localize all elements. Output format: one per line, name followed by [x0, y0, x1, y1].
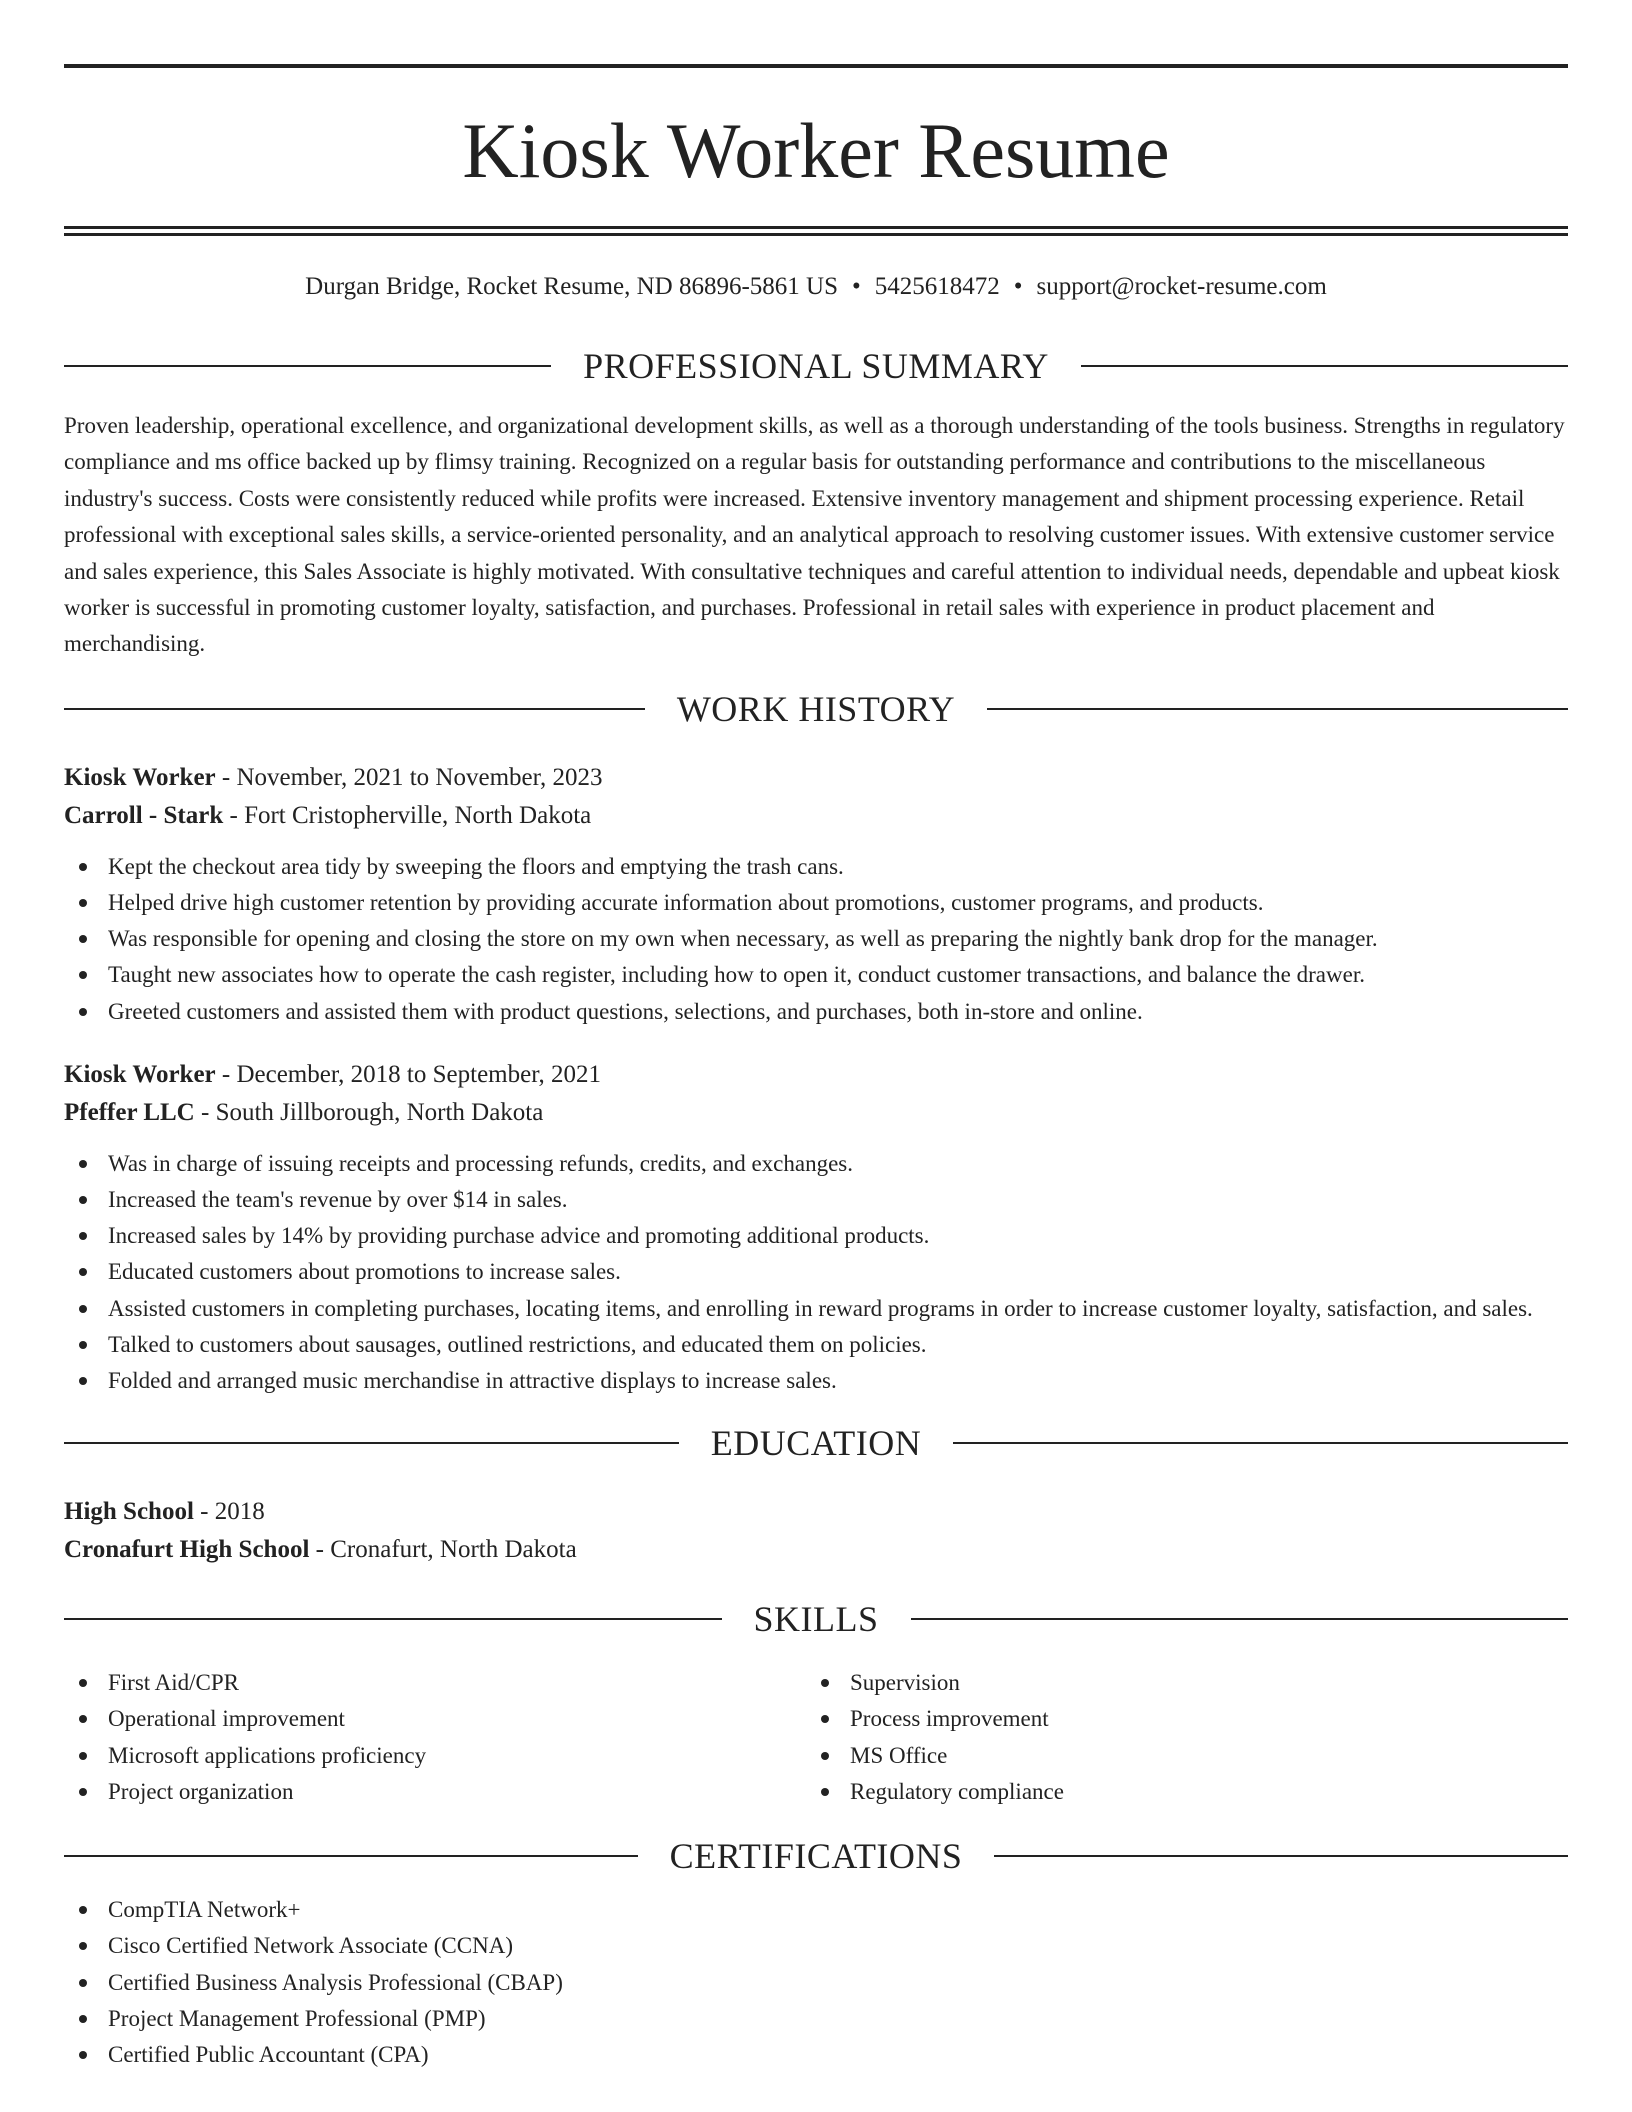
bullet-icon — [79, 1788, 87, 1796]
bullet-icon — [79, 1942, 87, 1950]
job-duties-list — [64, 849, 1568, 1030]
section-rule — [64, 708, 645, 710]
list-item — [64, 849, 1568, 885]
contact-line — [64, 270, 1568, 304]
bullet-icon — [79, 2015, 87, 2023]
skill-text: Supervision — [850, 1670, 960, 1696]
list-item-text: Increased the team's revenue by over $14 in sales. — [108, 1187, 568, 1213]
section-rule — [911, 1618, 1569, 1620]
bullet-icon — [821, 1788, 829, 1796]
list-item-text: Assisted customers in completing purchases, locating items, and enrolling in reward programs in order to increase customer loyalty, satisfaction, and sales. — [108, 1295, 1533, 1321]
section-rule — [64, 1618, 722, 1620]
list-item — [64, 1218, 1568, 1254]
bullet-icon — [79, 863, 87, 871]
job-dates: - December, 2018 to September, 2021 — [215, 1060, 602, 1088]
skill-text: MS Office — [850, 1742, 948, 1768]
list-item — [64, 1928, 1568, 1964]
bullet-icon — [79, 1752, 87, 1760]
bullet-icon — [79, 1979, 87, 1987]
job-company-line — [64, 797, 1568, 835]
job-company: Carroll - Stark — [64, 801, 224, 829]
summary-text: Proven leadership, operational excellence, and organizational development skills, as well as a thorough understanding of the tools business. Strengths in regulatory compliance and ms office backed up by flimsy training. Recognized on a regular basis for outstanding performance and contributions to the miscellaneous industry's success. Costs were consistently reduced while profits were increased. Extensive inventory management and shipment processing experience. Retail professional with exceptional sales skills, a service-oriented personality, and an analytical approach to resolving customer issues. With extensive customer service and sales experience, this Sales Associate is highly motivated. With consultative techniques and careful attention to individual needs, dependable and upbeat kiosk worker is successful in promoting customer loyalty, satisfaction, and purchases. Professional in retail sales with experience in product placement and merchandising. — [64, 413, 1565, 657]
list-item — [64, 2001, 1568, 2037]
list-item — [806, 1701, 1548, 1737]
list-item — [64, 1892, 1568, 1928]
certification-text: Project Management Professional (PMP) — [108, 2005, 486, 2031]
list-item — [64, 1146, 1568, 1182]
top-rule — [64, 64, 1568, 68]
list-item — [64, 1738, 806, 1774]
bullet-icon — [79, 1341, 87, 1349]
job-title: Kiosk Worker — [64, 1060, 216, 1088]
job-location: - South Jillborough, North Dakota — [194, 1098, 544, 1126]
bullet-icon — [79, 1160, 87, 1168]
list-item — [806, 1665, 1548, 1701]
list-item — [64, 1254, 1568, 1290]
list-item-text: Was responsible for opening and closing the store on my own when necessary, as well as preparing the nightly bank drop for the manager. — [108, 926, 1378, 952]
job-entry — [64, 1056, 1568, 1399]
skills-columns — [64, 1665, 1568, 1810]
section-rule — [987, 708, 1568, 710]
bullet-icon — [79, 1679, 87, 1687]
section-title: EDUCATION — [710, 1423, 922, 1464]
summary-section-header — [64, 344, 1568, 388]
list-item — [64, 1665, 806, 1701]
job-company: Pfeffer LLC — [64, 1098, 195, 1126]
education-location: - Cronafurt, North Dakota — [309, 1536, 577, 1564]
skills-section-header — [64, 1597, 1568, 1641]
list-item-text: Kept the checkout area tidy by sweeping the floors and emptying the trash cans. — [108, 853, 844, 879]
certification-text: CompTIA Network+ — [108, 1897, 301, 1923]
bullet-icon — [79, 1715, 87, 1723]
list-item-text: Helped drive high customer retention by providing accurate information about promotions, customer programs, and products. — [108, 890, 1264, 916]
skill-text: First Aid/CPR — [108, 1670, 240, 1696]
skills-list-right — [806, 1665, 1548, 1810]
education-year: - 2018 — [193, 1498, 265, 1526]
skill-text: Microsoft applications proficiency — [108, 1742, 427, 1768]
skill-text: Process improvement — [850, 1706, 1049, 1732]
section-rule — [953, 1442, 1568, 1444]
job-title: Kiosk Worker — [64, 763, 216, 791]
list-item — [64, 1701, 806, 1737]
list-item — [64, 921, 1568, 957]
contact-separator: • — [851, 273, 861, 300]
section-rule — [64, 1442, 679, 1444]
bullet-icon — [821, 1752, 829, 1760]
contact-separator: • — [1013, 273, 1023, 300]
education-degree: High School — [64, 1498, 194, 1526]
job-duties-list — [64, 1146, 1568, 1399]
certifications-section-header — [64, 1834, 1568, 1878]
section-title: WORK HISTORY — [676, 688, 956, 729]
section-title: SKILLS — [753, 1599, 879, 1640]
education-school-line — [64, 1531, 1568, 1569]
bullet-icon — [79, 1305, 87, 1313]
bullet-icon — [79, 2051, 87, 2059]
education-degree-line — [64, 1493, 1568, 1531]
bullet-icon — [79, 935, 87, 943]
bullet-icon — [79, 1196, 87, 1204]
list-item — [64, 957, 1568, 993]
list-item-text: Talked to customers about sausages, outlined restrictions, and educated them on policies. — [108, 1331, 927, 1357]
list-item — [64, 2037, 1568, 2073]
education-entry — [64, 1493, 1568, 1569]
list-item — [64, 1774, 806, 1810]
skill-text: Operational improvement — [108, 1706, 345, 1732]
job-entry — [64, 759, 1568, 1030]
bullet-icon — [79, 1008, 87, 1016]
bullet-icon — [79, 1906, 87, 1914]
work-section-header — [64, 687, 1568, 731]
bullet-icon — [821, 1715, 829, 1723]
bullet-icon — [79, 1377, 87, 1385]
list-item — [64, 885, 1568, 921]
section-rule — [64, 1855, 638, 1857]
list-item-text: Greeted customers and assisted them with product questions, selections, and purchases, both in-store and online. — [108, 998, 1143, 1024]
bullet-icon — [79, 899, 87, 907]
job-dates: - November, 2021 to November, 2023 — [215, 763, 603, 791]
contact-address: Durgan Bridge, Rocket Resume, ND 86896-5861 US — [305, 273, 838, 300]
list-item-text: Educated customers about promotions to increase sales. — [108, 1259, 621, 1285]
list-item-text: Taught new associates how to operate the cash register, including how to open it, conduct customer transactions, and balance the drawer. — [108, 962, 1365, 988]
bullet-icon — [79, 1268, 87, 1276]
list-item — [64, 1291, 1568, 1327]
list-item — [806, 1774, 1548, 1810]
list-item — [64, 1327, 1568, 1363]
skills-list-left — [64, 1665, 806, 1810]
bullet-icon — [821, 1679, 829, 1687]
section-title: PROFESSIONAL SUMMARY — [583, 346, 1049, 386]
list-item-text: Folded and arranged music merchandise in attractive displays to increase sales. — [108, 1368, 837, 1394]
section-rule — [64, 365, 551, 367]
contact-phone: 5425618472 — [874, 273, 1000, 300]
section-rule — [1081, 365, 1568, 367]
title-double-rule — [64, 226, 1568, 236]
skill-text: Project organization — [108, 1778, 294, 1804]
job-title-line — [64, 1056, 1568, 1094]
section-title: CERTIFICATIONS — [669, 1836, 963, 1877]
section-rule — [994, 1855, 1568, 1857]
job-title-line — [64, 759, 1568, 797]
bullet-icon — [79, 1232, 87, 1240]
certifications-list — [64, 1892, 1568, 2073]
list-item — [64, 994, 1568, 1030]
list-item — [64, 1965, 1568, 2001]
education-section-header — [64, 1421, 1568, 1465]
education-school: Cronafurt High School — [64, 1536, 310, 1564]
page-title: Kiosk Worker Resume — [462, 107, 1170, 194]
list-item-text: Was in charge of issuing receipts and processing refunds, credits, and exchanges. — [108, 1150, 853, 1176]
contact-email: support@rocket-resume.com — [1036, 273, 1327, 300]
job-location: - Fort Cristopherville, North Dakota — [223, 801, 592, 829]
list-item — [806, 1738, 1548, 1774]
certification-text: Certified Business Analysis Professional (CBAP) — [108, 1969, 563, 1995]
list-item — [64, 1363, 1568, 1399]
resume-page — [64, 64, 1568, 2073]
list-item-text: Increased sales by 14% by providing purchase advice and promoting additional products. — [108, 1223, 930, 1249]
list-item — [64, 1182, 1568, 1218]
skill-text: Regulatory compliance — [850, 1778, 1064, 1804]
certification-text: Cisco Certified Network Associate (CCNA) — [108, 1933, 513, 1959]
job-company-line — [64, 1094, 1568, 1132]
bullet-icon — [79, 971, 87, 979]
certification-text: Certified Public Accountant (CPA) — [108, 2041, 429, 2067]
